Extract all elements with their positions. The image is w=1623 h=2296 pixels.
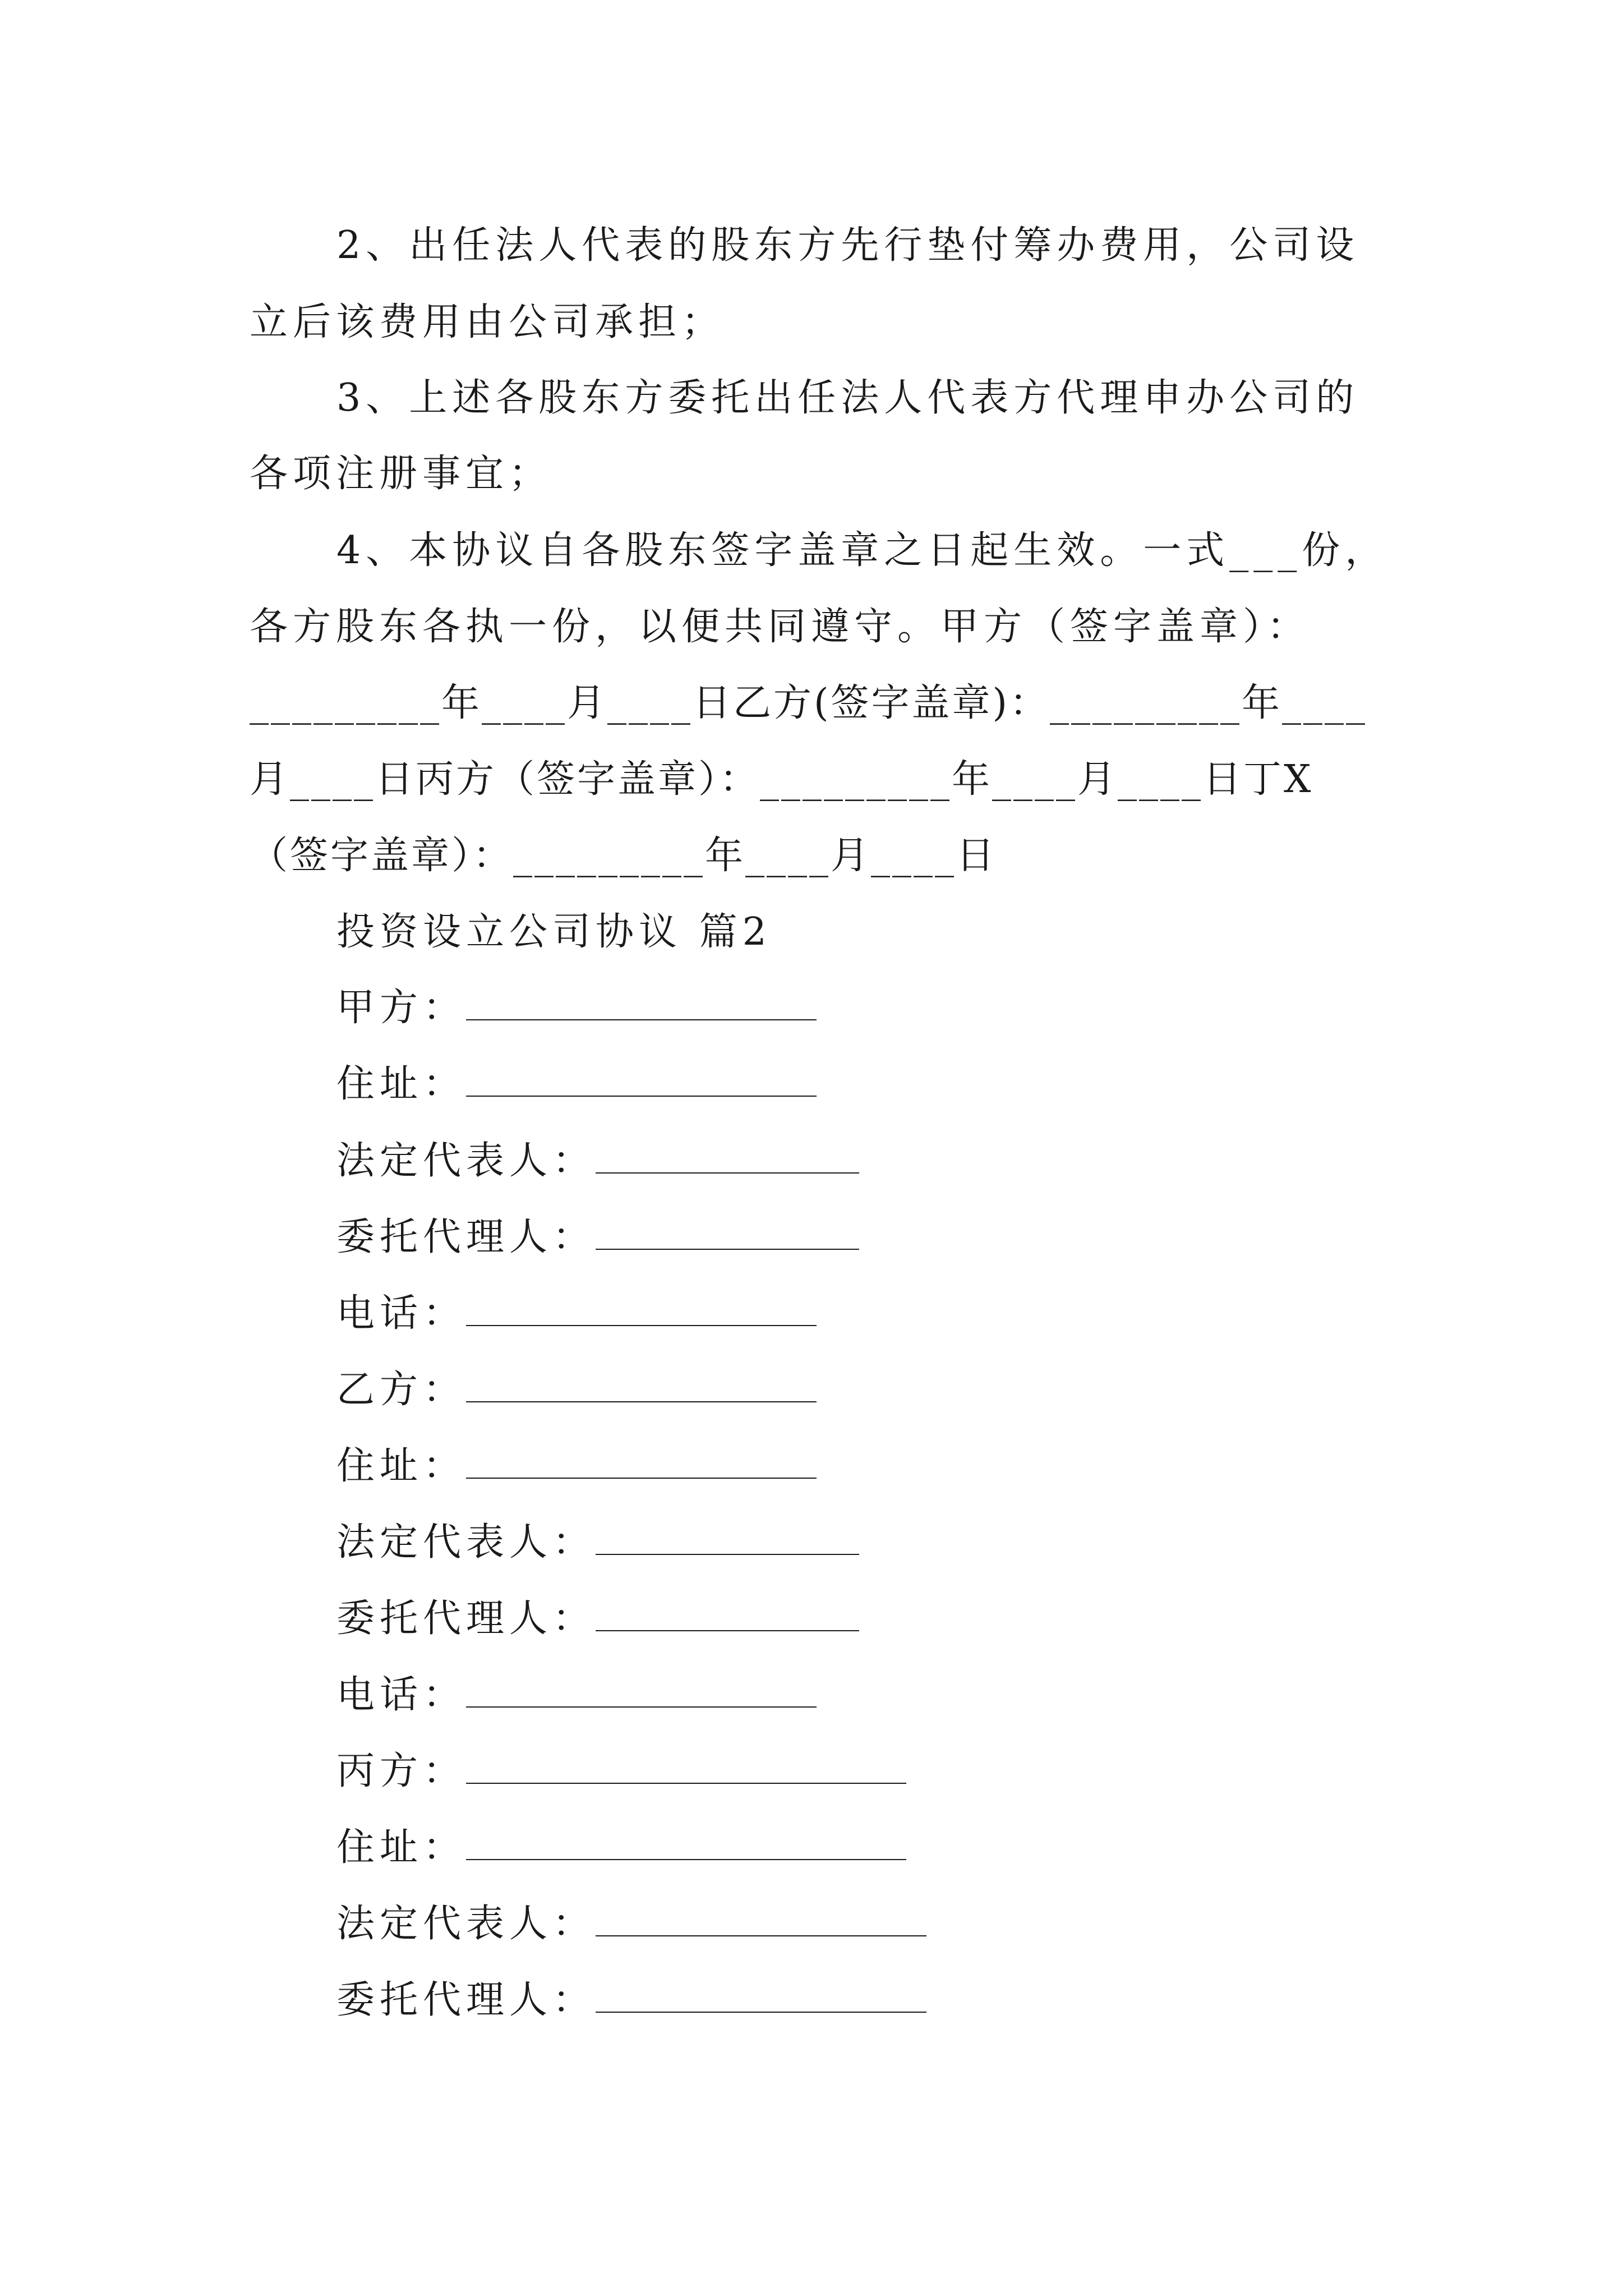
party-b-field bbox=[336, 1368, 817, 1412]
party-c-agent-field bbox=[336, 1978, 926, 2023]
field-label: 电话： bbox=[336, 1291, 467, 1336]
field-label: 委托代理人： bbox=[336, 1978, 596, 2022]
blank-line bbox=[466, 1750, 906, 1784]
party-a-field bbox=[336, 986, 817, 1030]
party-a-address-field bbox=[336, 1062, 817, 1107]
blank-line bbox=[596, 1521, 859, 1555]
field-label: 住址： bbox=[336, 1825, 467, 1870]
party-c-legal-rep-field bbox=[336, 1902, 926, 1947]
blank-line bbox=[466, 1063, 817, 1097]
paragraph-3-line-2: 各项注册事宜； bbox=[250, 452, 552, 496]
blank-line bbox=[466, 987, 817, 1020]
field-label: 法定代表人： bbox=[336, 1520, 596, 1565]
party-b-agent-field bbox=[336, 1596, 859, 1641]
paragraph-4-line-5: （签字盖章）：_________年____月____日 bbox=[250, 834, 997, 878]
field-label: 丙方： bbox=[336, 1749, 467, 1793]
paragraph-4-line-3: _________年____月____日乙方(签字盖章)：_________年____ bbox=[250, 681, 1368, 725]
blank-line bbox=[596, 1979, 926, 2013]
blank-line bbox=[596, 1216, 859, 1250]
party-a-legal-rep-field bbox=[336, 1139, 859, 1184]
blank-line bbox=[466, 1369, 817, 1402]
field-label: 住址： bbox=[336, 1062, 467, 1106]
party-c-address-field bbox=[336, 1825, 906, 1870]
blank-line bbox=[596, 1903, 926, 1936]
blank-line bbox=[596, 1598, 859, 1631]
field-label: 委托代理人： bbox=[336, 1215, 596, 1259]
paragraph-4-line-4: 月____日丙方（签字盖章）：_________年____月____日丁X bbox=[250, 757, 1313, 802]
party-b-address-field bbox=[336, 1444, 817, 1489]
paragraph-4-line-2: 各方股东各执一份，以便共同遵守。甲方（签字盖章）： bbox=[250, 605, 1311, 649]
paragraph-2-line-1: 2、出任法人代表的股东方先行垫付筹办费用，公司设 bbox=[336, 223, 1359, 268]
field-label: 法定代表人： bbox=[336, 1902, 596, 1946]
party-a-agent-field bbox=[336, 1215, 859, 1260]
field-label: 乙方： bbox=[336, 1368, 467, 1412]
blank-line bbox=[596, 1140, 859, 1174]
paragraph-2-line-2: 立后该费用由公司承担； bbox=[250, 300, 725, 344]
blank-line bbox=[466, 1674, 817, 1708]
blank-line bbox=[466, 1292, 817, 1326]
paragraph-4-line-1: 4、本协议自各股东签字盖章之日起生效。一式___份， bbox=[336, 528, 1389, 573]
field-label: 委托代理人： bbox=[336, 1596, 596, 1641]
field-label: 法定代表人： bbox=[336, 1139, 596, 1183]
paragraph-3-line-1: 3、上述各股东方委托出任法人代表方代理申办公司的 bbox=[336, 376, 1359, 420]
blank-line bbox=[466, 1826, 906, 1860]
blank-line bbox=[466, 1445, 817, 1479]
field-label: 电话： bbox=[336, 1673, 467, 1717]
party-b-phone-field bbox=[336, 1673, 817, 1718]
section-title: 投资设立公司协议 篇2 bbox=[336, 910, 772, 954]
field-label: 甲方： bbox=[336, 986, 467, 1030]
party-c-field bbox=[336, 1749, 906, 1794]
party-b-legal-rep-field bbox=[336, 1520, 859, 1565]
party-a-phone-field bbox=[336, 1291, 817, 1336]
field-label: 住址： bbox=[336, 1444, 467, 1488]
